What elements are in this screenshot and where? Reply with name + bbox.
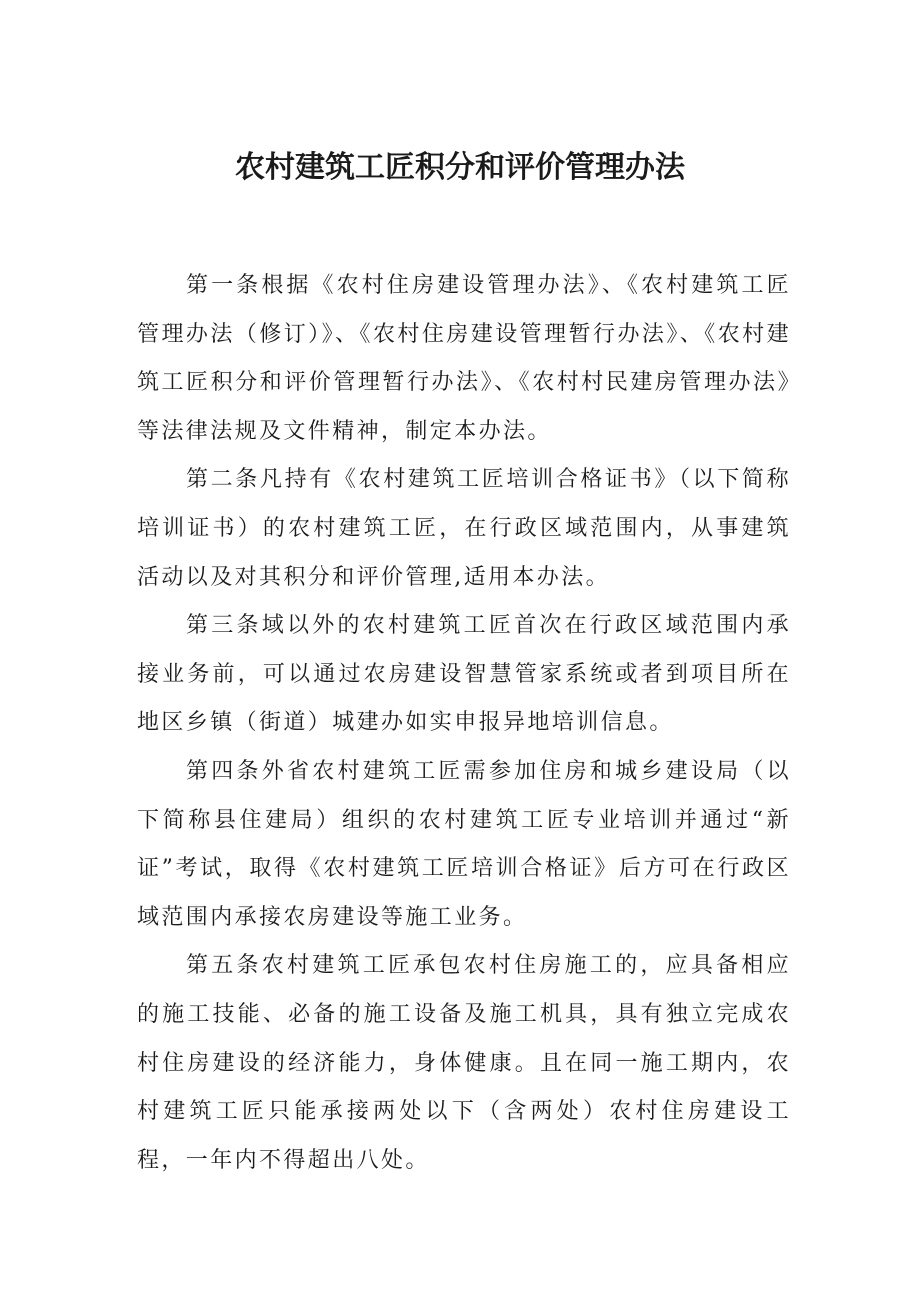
- document-body: [137, 262, 791, 1185]
- article-5-paragraph: 第五条农村建筑工匠承包农村住房施工的，应具备相应的施工技能、必备的施工设备及施工机具，具有独立完成农村住房建设的经济能力，身体健康。且在同一施工期内，农村建筑工匠只能承接两处以下（含两处）农村住房建设工程，一年内不得超出八处。: [137, 953, 791, 1173]
- article-2-paragraph: 第二条凡持有《农村建筑工匠培训合格证书》（以下简称培训证书）的农村建筑工匠，在行政区域范围内，从事建筑活动以及对其积分和评价管理,适用本办法。: [137, 467, 791, 590]
- document-title: 农村建筑工匠积分和评价管理办法: [235, 150, 685, 185]
- article-1-paragraph: 第一条根据《农村住房建设管理办法》、《农村建筑工匠管理办法（修订）》、《农村住房建设管理暂行办法》、《农村建筑工匠积分和评价管理暂行办法》、《农村村民建房管理办法》等法律法规及文件精神，制定本办法。: [137, 273, 791, 444]
- article-4-paragraph: 第四条外省农村建筑工匠需参加住房和城乡建设局（以下简称县住建局）组织的农村建筑工匠专业培训并通过“新证”考试，取得《农村建筑工匠培训合格证》后方可在行政区域范围内承接农房建设等施工业务。: [137, 758, 791, 930]
- article-3-paragraph: 第三条域以外的农村建筑工匠首次在行政区域范围内承接业务前，可以通过农房建设智慧管家系统或者到项目所在地区乡镇（街道）城建办如实申报异地培训信息。: [137, 613, 791, 736]
